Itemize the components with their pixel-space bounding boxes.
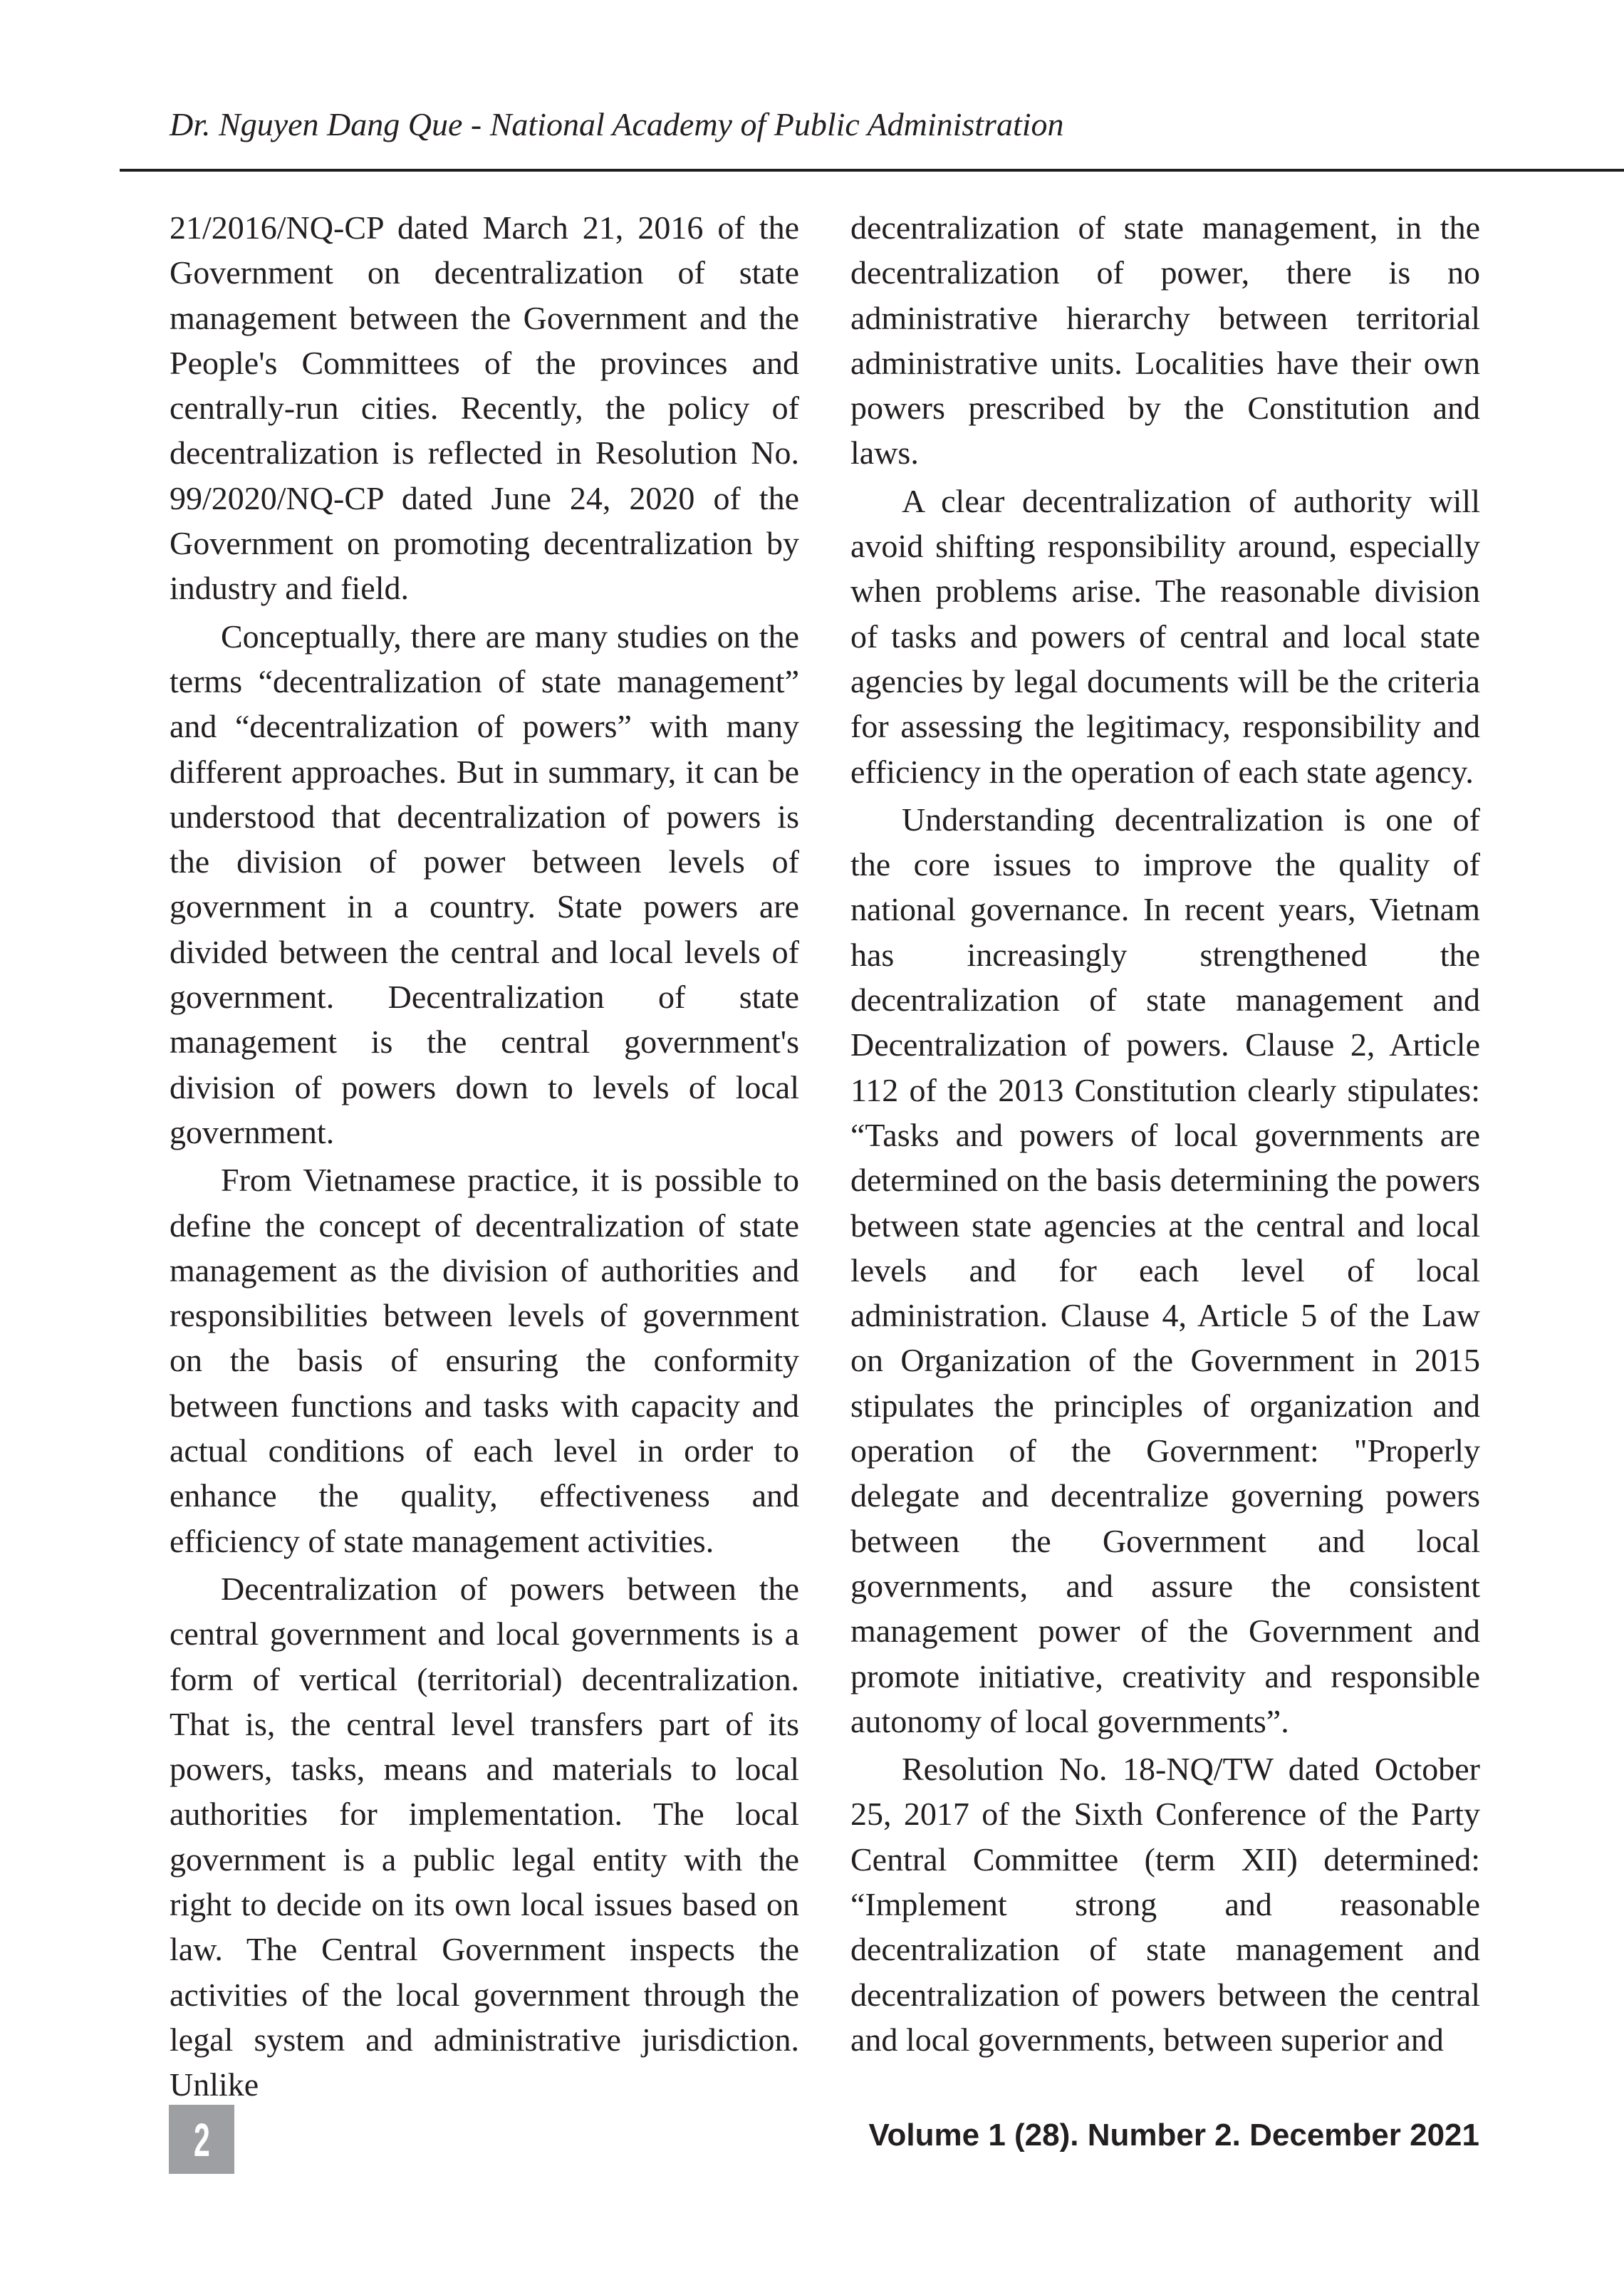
- paragraph: Resolution No. 18-NQ/TW dated October 25, 2017 of the Sixth Conference of the Party Central Committee (term XII) determined: “Implement strong and reasonable decentralization of state management and decentralization of powers between the central and local governments, between superior and: [850, 1751, 1480, 2058]
- paragraph: 21/2016/NQ-CP dated March 21, 2016 of the Government on decentralization of state management between the Government and the People's Committees of the provinces and centrally-run cities. Recently, the policy of decentralization is reflected in Resolution No. 99/2020/NQ-CP dated June 24, 2020 of the Government on promoting decentralization by industry and field.: [170, 209, 799, 607]
- paragraph: A clear decentralization of authority will avoid shifting responsibility around, especially when problems arise. The reasonable division of tasks and powers of central and local state agencies by legal documents will be the criteria for assessing the legitimacy, responsibility and efficiency in the operation of each state agency.: [850, 482, 1480, 790]
- paragraph: decentralization of state management, in the decentralization of power, there is no administrative hierarchy between territorial administrative units. Localities have their own powers prescribed by the Constitution and laws.: [850, 209, 1480, 472]
- footer-volume-info: Volume 1 (28). Number 2. December 2021: [868, 2118, 1479, 2153]
- paragraph: Understanding decentralization is one of the core issues to improve the quality of national governance. In recent years, Vietnam has increasingly strengthened the decentralization of state management and Decentralization of powers. Clause 2, Article 112 of the 2013 Constitution clearly stipulates: “Tasks and powers of local governments are determined on the basis determining the powers between state agencies at the central and local levels and for each level of local administration. Clause 4, Article 5 of the Law on Organization of the Government in 2015 stipulates the principles of organization and operation of the Government: "Properly delegate and decentralize governing powers between the Government and local governments, and assure the consistent management power of the Government and promote initiative, creativity and responsible autonomy of local governments”.: [850, 801, 1480, 1739]
- page-number: 2: [193, 2113, 210, 2166]
- left-column: [170, 205, 799, 2110]
- paragraph: Conceptually, there are many studies on the terms “decentralization of state management” and “decentralization of powers” with many different approaches. But in summary, it can be understood that decentralization of powers is the division of power between levels of government in a country. State powers are divided between the central and local levels of government. Decentralization of state management is the central government's division of powers down to levels of local government.: [170, 618, 799, 1150]
- paragraph: From Vietnamese practice, it is possible to define the concept of decentralization of state management as the division of authorities and responsibilities between levels of government on the basis of ensuring the conformity between functions and tasks with capacity and actual conditions of each level in order to enhance the quality, effectiveness and efficiency of state management activities.: [170, 1162, 799, 1559]
- header-rule: [120, 169, 1624, 172]
- running-header: Dr. Nguyen Dang Que - National Academy of Public Administration: [170, 106, 1064, 142]
- page-number-box: [169, 2105, 234, 2174]
- right-column: [850, 205, 1480, 2065]
- paragraph: Decentralization of powers between the central government and local governments is a form of vertical (territorial) decentralization. That is, the central level transfers part of its powers, tasks, means and materials to local authorities for implementation. The local government is a public legal entity with the right to decide on its own local issues based on law. The Central Government inspects the activities of the local government through the legal system and administrative jurisdiction. Unlike: [170, 1570, 799, 2103]
